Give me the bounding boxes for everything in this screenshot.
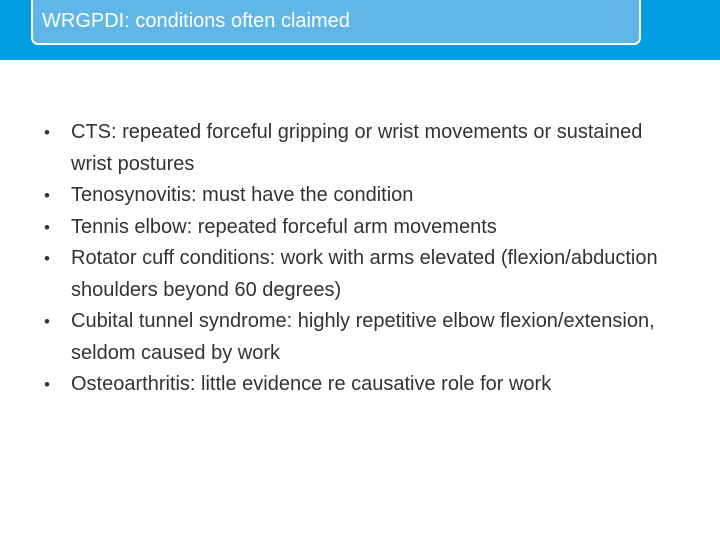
bullet-marker: •	[44, 312, 50, 331]
bullet-item-rotator-cuff	[44, 243, 684, 306]
bullet-text-cts: CTS: repeated forceful gripping or wrist movements or sustained wrist postures	[71, 121, 643, 175]
title-box	[31, 0, 641, 45]
bullet-marker: •	[44, 375, 50, 394]
bullet-text-tennis-elbow: Tennis elbow: repeated forceful arm movements	[71, 215, 497, 238]
bullet-item-osteoarthritis	[44, 369, 684, 401]
bullet-item-cubital-tunnel	[44, 306, 684, 369]
bullet-text-cubital-tunnel: Cubital tunnel syndrome: highly repetitive elbow flexion/extension, seldom caused by work	[71, 310, 655, 364]
bullet-marker: •	[44, 123, 50, 142]
bullet-text-tenosynovitis: Tenosynovitis: must have the condition	[71, 184, 414, 206]
bullet-list	[44, 117, 684, 401]
bullet-item-tenosynovitis	[44, 180, 684, 212]
bullet-text-osteoarthritis: Osteoarthritis: little evidence re causative role for work	[71, 373, 552, 395]
bullet-text-rotator-cuff: Rotator cuff conditions: work with arms elevated (flexion/abduction shoulders beyond 60 degrees)	[71, 247, 658, 301]
bullet-marker: •	[44, 249, 50, 268]
bullet-item-cts	[44, 117, 684, 180]
bullet-item-tennis-elbow	[44, 212, 684, 244]
slide-title: WRGPDI: conditions often claimed	[42, 10, 350, 32]
bullet-marker: •	[44, 217, 50, 237]
bullet-marker: •	[44, 186, 50, 205]
